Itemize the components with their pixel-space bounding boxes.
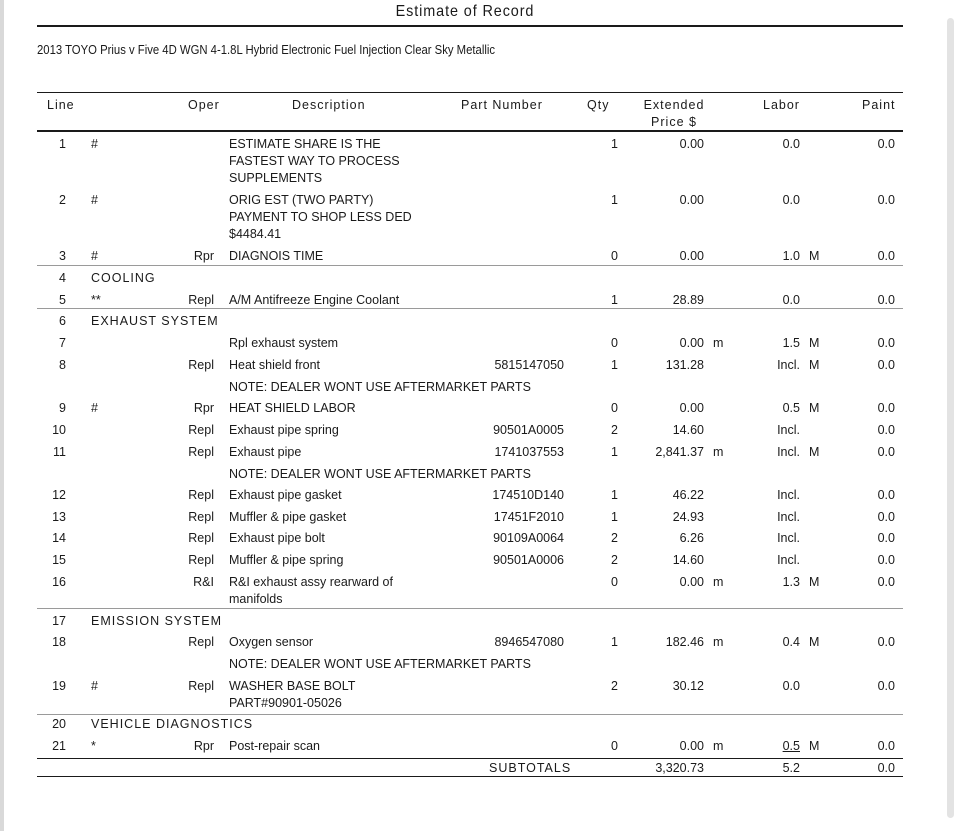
header-description: Description: [292, 98, 366, 112]
description-line: FASTEST WAY TO PROCESS: [229, 154, 400, 168]
subtotals-label: SUBTOTALS: [489, 761, 572, 775]
scrollbar[interactable]: [947, 18, 954, 818]
subtotal-labor: 5.2: [782, 761, 800, 775]
labor-hours: 0.0: [782, 679, 800, 693]
labor-flag: M: [809, 739, 820, 753]
labor-hours: 0.5: [782, 739, 800, 753]
part-number: 5815147050: [494, 358, 564, 372]
labor-hours: 0.0: [782, 137, 800, 151]
line-number: 18: [52, 635, 66, 649]
description-line: Exhaust pipe spring: [229, 423, 339, 437]
labor-hours: Incl.: [777, 510, 800, 524]
quantity: 1: [611, 193, 618, 207]
line-marker: #: [91, 193, 98, 207]
description-line: Exhaust pipe: [229, 445, 302, 459]
line-number: 20: [52, 717, 66, 731]
operation: Repl: [188, 293, 214, 307]
description-line: Rpl exhaust system: [229, 336, 339, 350]
section-heading: EMISSION SYSTEM: [91, 614, 222, 628]
line-marker: **: [91, 293, 101, 307]
quantity: 0: [611, 249, 618, 263]
paint-hours: 0.0: [877, 193, 895, 207]
description-line: A/M Antifreeze Engine Coolant: [229, 293, 400, 307]
price-flag: m: [713, 336, 724, 350]
table-bottom-rule: [37, 776, 903, 777]
quantity: 1: [611, 293, 618, 307]
labor-hours: Incl.: [777, 531, 800, 545]
description-line: HEAT SHIELD LABOR: [229, 401, 356, 415]
description-line: $4484.41: [229, 227, 282, 241]
price-flag: m: [713, 635, 724, 649]
line-marker: #: [91, 249, 98, 263]
row-separator: [37, 265, 903, 266]
line-number: 7: [59, 336, 66, 350]
line-number: 14: [52, 531, 66, 545]
operation: Rpr: [193, 249, 214, 263]
description-line: SUPPLEMENTS: [229, 171, 323, 185]
header-labor: Labor: [763, 98, 800, 112]
quantity: 1: [611, 635, 618, 649]
operation: Repl: [188, 510, 214, 524]
paint-hours: 0.0: [877, 739, 895, 753]
extended-price: 0.00: [679, 739, 704, 753]
part-number: 17451F2010: [493, 510, 564, 524]
extended-price: 131.28: [665, 358, 704, 372]
vehicle-description: 2013 TOYO Prius v Five 4D WGN 4-1.8L Hybrid Electronic Fuel Injection Clear Sky Metallic: [37, 42, 496, 57]
row-note: NOTE: DEALER WONT USE AFTERMARKET PARTS: [229, 657, 531, 671]
section-heading: EXHAUST SYSTEM: [91, 314, 219, 328]
description-line: ESTIMATE SHARE IS THE: [229, 137, 381, 151]
labor-hours: 1.5: [782, 336, 800, 350]
header-paint: Paint: [862, 98, 896, 112]
extended-price: 14.60: [672, 553, 704, 567]
line-number: 11: [53, 445, 66, 459]
section-heading: COOLING: [91, 271, 156, 285]
paint-hours: 0.0: [877, 510, 895, 524]
quantity: 2: [611, 423, 618, 437]
part-number: 1741037553: [494, 445, 564, 459]
line-marker: #: [91, 679, 98, 693]
labor-flag: M: [809, 401, 820, 415]
labor-hours: 1.0: [782, 249, 800, 263]
row-separator: [37, 608, 903, 609]
table-top-rule: [37, 92, 903, 93]
paint-hours: 0.0: [877, 575, 895, 589]
row-note: NOTE: DEALER WONT USE AFTERMARKET PARTS: [229, 380, 531, 394]
extended-price: 24.93: [672, 510, 704, 524]
labor-hours: Incl.: [777, 445, 800, 459]
paint-hours: 0.0: [877, 635, 895, 649]
line-number: 16: [52, 575, 66, 589]
paint-hours: 0.0: [877, 401, 895, 415]
operation: Repl: [188, 445, 214, 459]
subtotal-top-rule: [37, 758, 903, 759]
header-rule: [37, 130, 903, 132]
description-line: Post-repair scan: [229, 739, 321, 753]
paint-hours: 0.0: [877, 293, 895, 307]
operation: Repl: [188, 488, 214, 502]
labor-hours: Incl.: [777, 358, 800, 372]
extended-price: 30.12: [672, 679, 704, 693]
header-qty: Qty: [587, 98, 610, 112]
operation: R&I: [193, 575, 214, 589]
operation: Repl: [188, 679, 214, 693]
quantity: 2: [611, 553, 618, 567]
subtotal-paint: 0.0: [877, 761, 895, 775]
paint-hours: 0.0: [877, 553, 895, 567]
line-number: 12: [52, 488, 66, 502]
quantity: 2: [611, 531, 618, 545]
title-rule: [37, 25, 903, 27]
quantity: 0: [611, 575, 618, 589]
header-part-number: Part Number: [461, 98, 543, 112]
extended-price: 182.46: [665, 635, 704, 649]
line-marker: *: [91, 739, 96, 753]
paint-hours: 0.0: [877, 249, 895, 263]
extended-price: 0.00: [679, 575, 704, 589]
quantity: 0: [611, 401, 618, 415]
operation: Repl: [188, 531, 214, 545]
labor-hours: 0.5: [782, 401, 800, 415]
price-flag: m: [713, 445, 724, 459]
part-number: 8946547080: [494, 635, 564, 649]
paint-hours: 0.0: [877, 531, 895, 545]
description-line: manifolds: [229, 592, 283, 606]
extended-price: 46.22: [672, 488, 704, 502]
line-number: 10: [52, 423, 66, 437]
extended-price: 6.26: [679, 531, 704, 545]
quantity: 1: [611, 488, 618, 502]
line-marker: #: [91, 401, 98, 415]
description-line: Heat shield front: [229, 358, 321, 372]
extended-price: 0.00: [679, 401, 704, 415]
line-number: 2: [59, 193, 66, 207]
part-number: 90109A0064: [493, 531, 564, 545]
extended-price: 14.60: [672, 423, 704, 437]
price-flag: m: [713, 575, 724, 589]
line-number: 13: [52, 510, 66, 524]
labor-hours: 1.3: [782, 575, 800, 589]
paint-hours: 0.0: [877, 423, 895, 437]
labor-hours: Incl.: [777, 488, 800, 502]
part-number: 90501A0006: [493, 553, 564, 567]
paint-hours: 0.0: [877, 445, 895, 459]
header-line: Line: [47, 98, 75, 112]
labor-hours: 0.0: [782, 293, 800, 307]
labor-flag: M: [809, 358, 820, 372]
description-line: Muffler & pipe spring: [229, 553, 344, 567]
description-line: Muffler & pipe gasket: [229, 510, 347, 524]
operation: Rpr: [193, 401, 214, 415]
line-number: 4: [59, 271, 66, 285]
description-line: Oxygen sensor: [229, 635, 314, 649]
subtotal-price: 3,320.73: [655, 761, 704, 775]
operation: Repl: [188, 423, 214, 437]
header-extended: Extended: [643, 98, 705, 112]
quantity: 1: [611, 510, 618, 524]
operation: Repl: [188, 635, 214, 649]
extended-price: 2,841.37: [655, 445, 704, 459]
document-title: Estimate of Record: [395, 3, 535, 20]
description-line: WASHER BASE BOLT: [229, 679, 356, 693]
description-line: PART#90901-05026: [229, 696, 342, 710]
paint-hours: 0.0: [877, 137, 895, 151]
part-number: 90501A0005: [493, 423, 564, 437]
row-separator: [37, 714, 903, 715]
operation: Repl: [188, 358, 214, 372]
description-line: R&I exhaust assy rearward of: [229, 575, 393, 589]
quantity: 0: [611, 739, 618, 753]
line-number: 17: [52, 614, 66, 628]
paint-hours: 0.0: [877, 336, 895, 350]
line-number: 1: [59, 137, 66, 151]
page-left-edge: [0, 0, 4, 831]
operation: Rpr: [193, 739, 214, 753]
extended-price: 28.89: [672, 293, 704, 307]
extended-price: 0.00: [679, 336, 704, 350]
description-line: DIAGNOIS TIME: [229, 249, 324, 263]
description-line: Exhaust pipe gasket: [229, 488, 342, 502]
description-line: ORIG EST (TWO PARTY): [229, 193, 374, 207]
description-line: PAYMENT TO SHOP LESS DED: [229, 210, 412, 224]
labor-hours: Incl.: [777, 553, 800, 567]
line-number: 3: [59, 249, 66, 263]
quantity: 1: [611, 445, 618, 459]
header-oper: Oper: [188, 98, 220, 112]
labor-hours: Incl.: [777, 423, 800, 437]
quantity: 1: [611, 358, 618, 372]
labor-flag: M: [809, 575, 820, 589]
line-number: 6: [59, 314, 66, 328]
quantity: 0: [611, 336, 618, 350]
labor-hours: 0.0: [782, 193, 800, 207]
line-number: 15: [52, 553, 66, 567]
extended-price: 0.00: [679, 137, 704, 151]
labor-flag: M: [809, 635, 820, 649]
part-number: 174510D140: [492, 488, 564, 502]
line-number: 9: [59, 401, 66, 415]
extended-price: 0.00: [679, 193, 704, 207]
paint-hours: 0.0: [877, 358, 895, 372]
line-marker: #: [91, 137, 98, 151]
line-number: 5: [59, 293, 66, 307]
line-number: 21: [52, 739, 66, 753]
labor-flag: M: [809, 445, 820, 459]
header-price: Price $: [651, 115, 697, 129]
labor-flag: M: [809, 336, 820, 350]
labor-flag: M: [809, 249, 820, 263]
description-line: Exhaust pipe bolt: [229, 531, 325, 545]
price-flag: m: [713, 739, 724, 753]
line-number: 19: [52, 679, 66, 693]
row-note: NOTE: DEALER WONT USE AFTERMARKET PARTS: [229, 467, 531, 481]
paint-hours: 0.0: [877, 488, 895, 502]
extended-price: 0.00: [679, 249, 704, 263]
operation: Repl: [188, 553, 214, 567]
quantity: 2: [611, 679, 618, 693]
paint-hours: 0.0: [877, 679, 895, 693]
line-number: 8: [59, 358, 66, 372]
quantity: 1: [611, 137, 618, 151]
section-heading: VEHICLE DIAGNOSTICS: [91, 717, 254, 731]
labor-hours: 0.4: [782, 635, 800, 649]
